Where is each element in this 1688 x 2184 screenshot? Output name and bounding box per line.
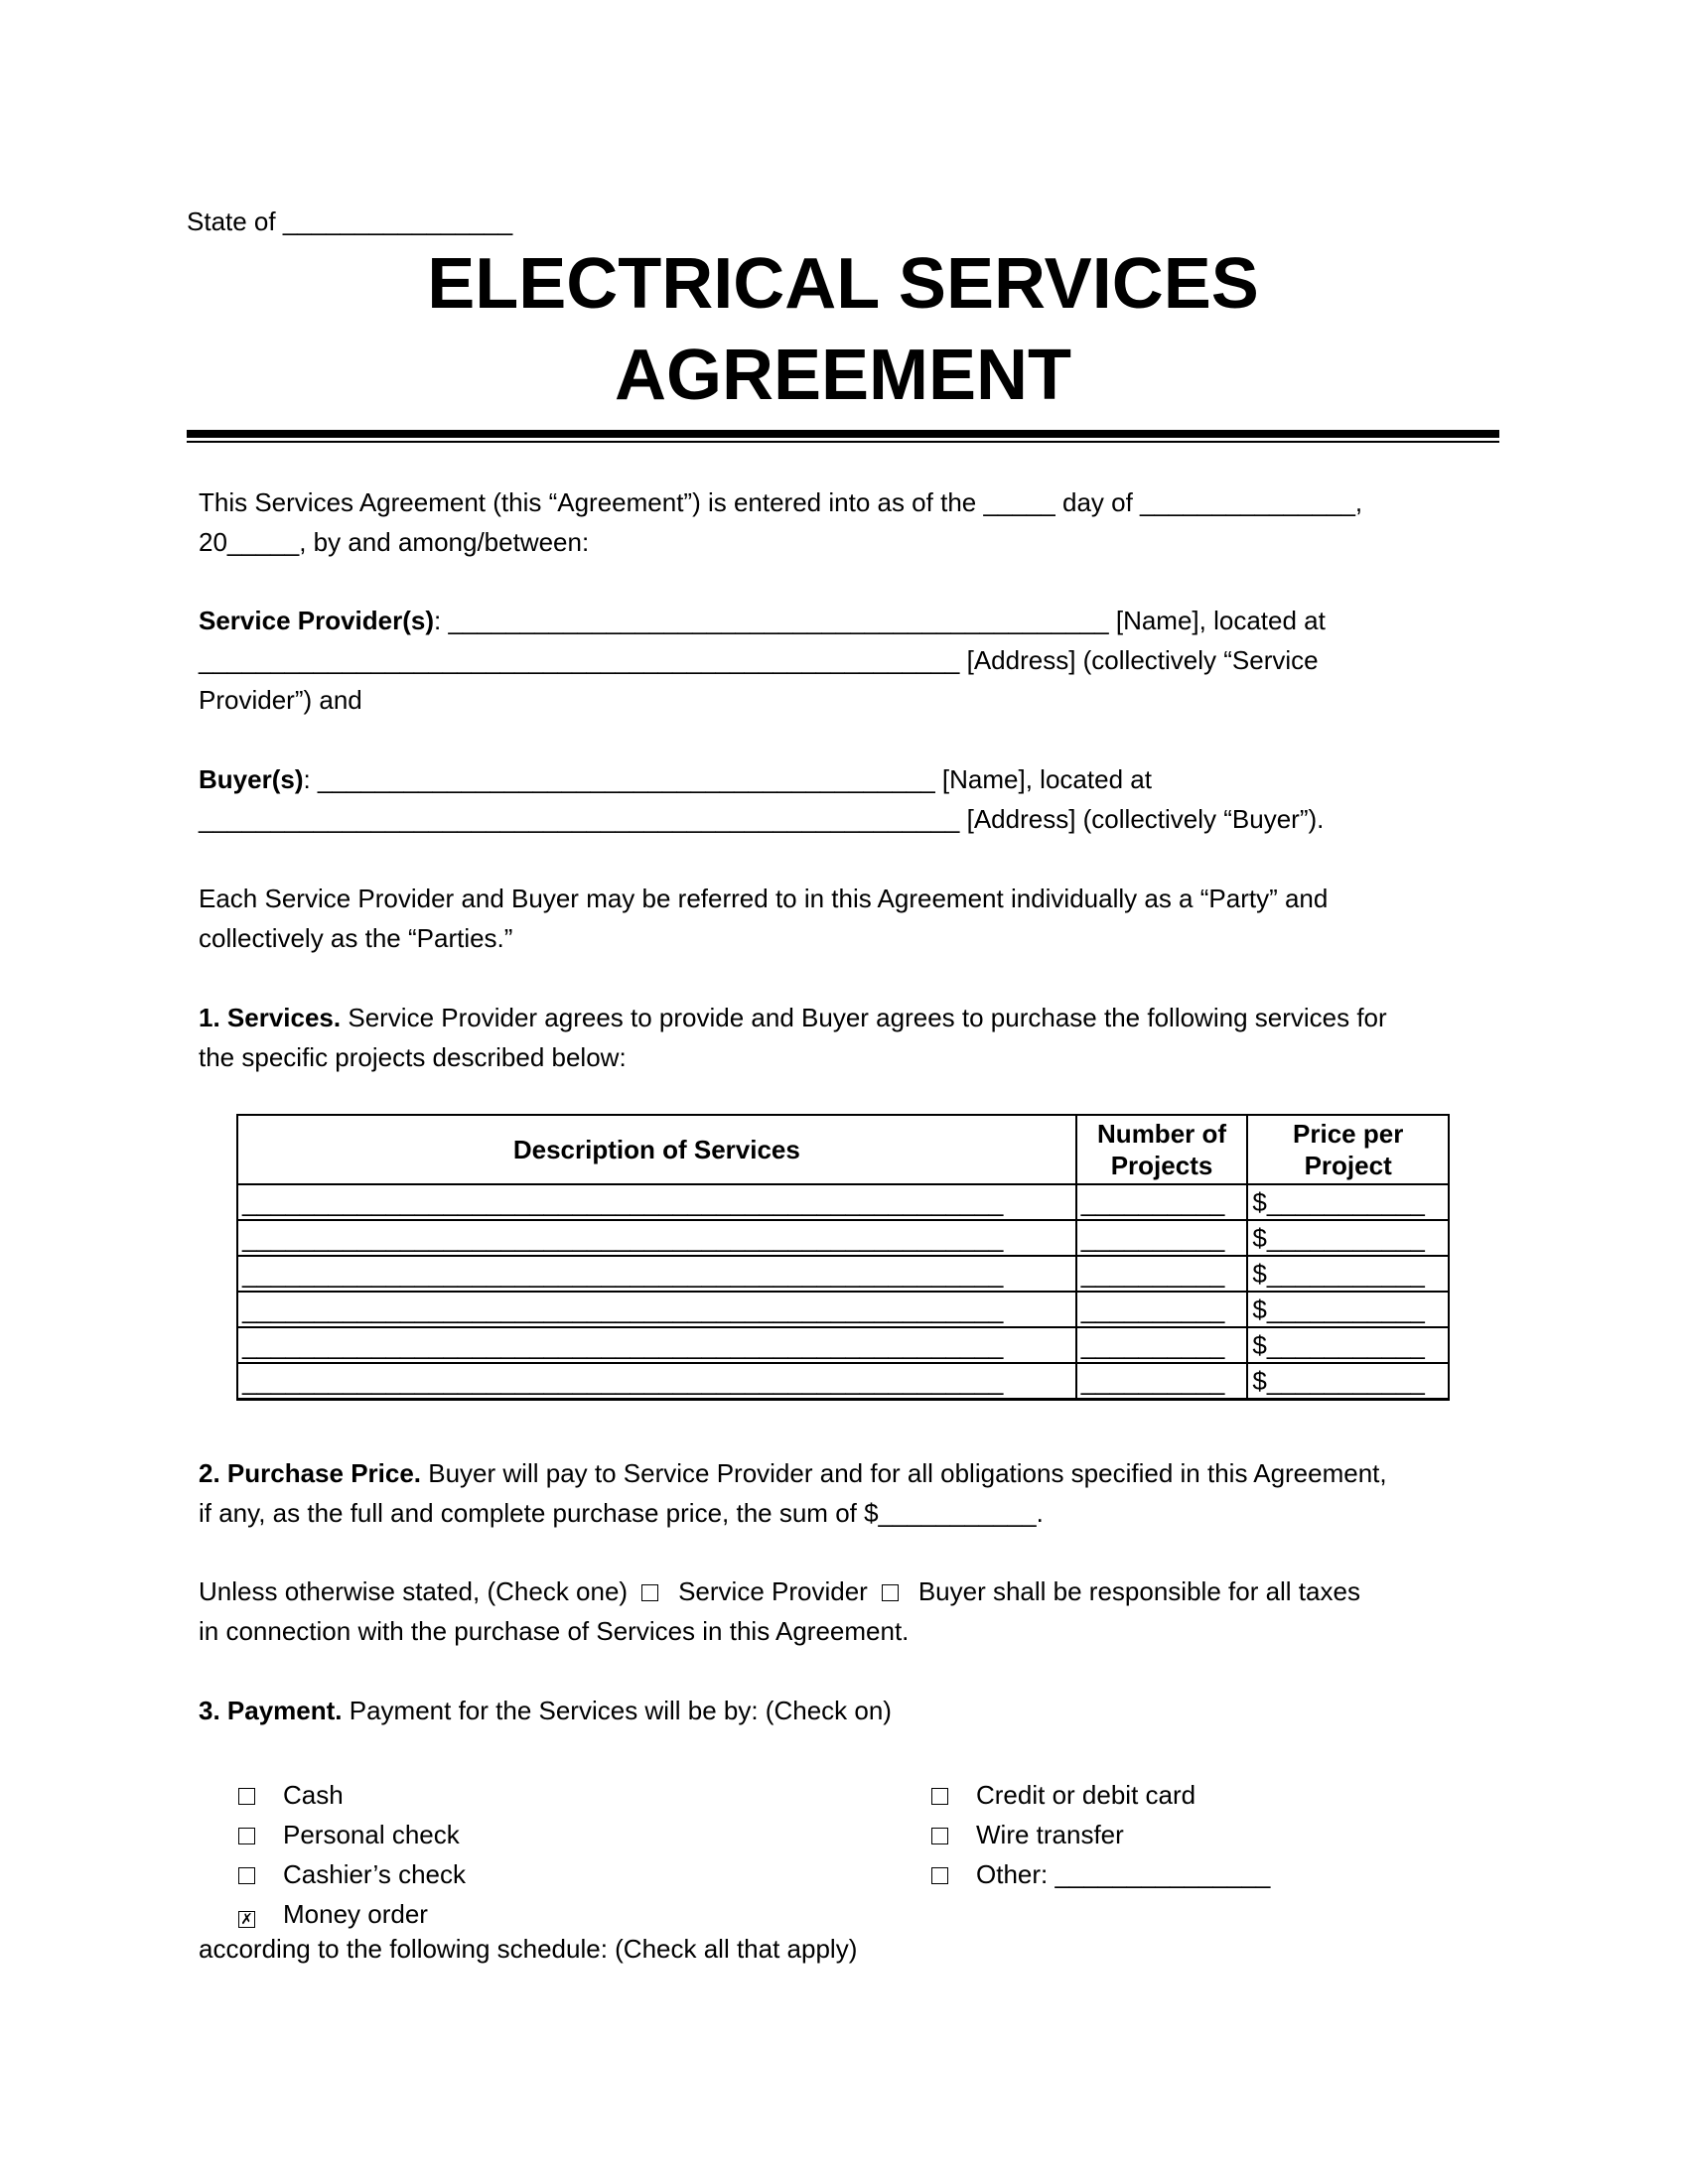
- table-row: [237, 1292, 1449, 1327]
- services-table: [236, 1114, 1450, 1401]
- price-field[interactable]: $___________: [1247, 1327, 1449, 1363]
- state-of-field: State of ________________: [187, 206, 513, 236]
- taxes-prefix: Unless otherwise stated, (Check one): [199, 1576, 629, 1606]
- title-line-1: ELECTRICAL SERVICES: [427, 244, 1259, 324]
- price-field[interactable]: $___________: [1247, 1363, 1449, 1400]
- services-table-header: [237, 1115, 1449, 1184]
- payment-option-money-order[interactable]: ✗ Money order: [238, 1894, 428, 1934]
- parties-paragraph: [199, 879, 1489, 958]
- parties-line-1: Each Service Provider and Buyer may be referred to in this Agreement individually as a “Party” and: [199, 884, 1329, 913]
- payment-option-cash[interactable]: Cash: [238, 1775, 344, 1815]
- table-row: [237, 1220, 1449, 1256]
- table-row: [237, 1327, 1449, 1363]
- price-field[interactable]: $___________: [1247, 1256, 1449, 1292]
- section-2-line-2: if any, as the full and complete purchase price, the sum of $___________.: [199, 1498, 1044, 1528]
- price-field[interactable]: $___________: [1247, 1220, 1449, 1256]
- buyer-name-field: : ___________________________________________ [Name], located at: [303, 764, 1152, 794]
- cash-checkbox[interactable]: [238, 1788, 255, 1805]
- intro-line-1: This Services Agreement (this “Agreement”) is entered into as of the _____ day of _______________,: [199, 487, 1363, 517]
- taxes-service-provider-checkbox[interactable]: [641, 1584, 658, 1601]
- money-order-checkbox[interactable]: ✗: [238, 1911, 255, 1928]
- section-2-line-1: Buyer will pay to Service Provider and for all obligations specified in this Agreement,: [421, 1458, 1387, 1488]
- number-field[interactable]: __________: [1076, 1220, 1248, 1256]
- payment-option-wire-transfer[interactable]: Wire transfer: [931, 1815, 1124, 1854]
- document-title: [187, 238, 1499, 421]
- schedule-line: according to the following schedule: (Check all that apply): [199, 1934, 858, 1964]
- other-checkbox[interactable]: [931, 1867, 948, 1884]
- section-3-payment: [199, 1691, 1489, 1730]
- credit-card-checkbox[interactable]: [931, 1788, 948, 1805]
- number-field[interactable]: __________: [1076, 1184, 1248, 1220]
- buyer-label: Buyer(s): [199, 764, 304, 794]
- description-field[interactable]: _____________________________________________________: [237, 1292, 1076, 1327]
- title-line-2: AGREEMENT: [614, 336, 1072, 415]
- table-row: [237, 1184, 1449, 1220]
- parties-line-2: collectively as the “Parties.”: [199, 923, 513, 953]
- payment-option-other[interactable]: Other: _______________: [931, 1854, 1270, 1894]
- service-provider-address-field: _____________________________________________________ [Address] (collectively “Service: [199, 645, 1319, 675]
- wire-transfer-checkbox[interactable]: [931, 1828, 948, 1844]
- section-1-services: [199, 998, 1489, 1077]
- service-provider-name-field: : ______________________________________________ [Name], located at: [434, 606, 1326, 635]
- description-field[interactable]: _____________________________________________________: [237, 1256, 1076, 1292]
- buyer-paragraph: [199, 759, 1489, 839]
- number-of-projects-header: Number of Projects: [1076, 1115, 1248, 1184]
- number-field[interactable]: __________: [1076, 1363, 1248, 1400]
- price-field[interactable]: $___________: [1247, 1184, 1449, 1220]
- section-1-line-2: the specific projects described below:: [199, 1042, 627, 1072]
- table-row: [237, 1363, 1449, 1400]
- description-field[interactable]: _____________________________________________________: [237, 1363, 1076, 1400]
- service-provider-line-3: Provider”) and: [199, 685, 362, 715]
- intro-line-2: 20_____, by and among/between:: [199, 527, 590, 557]
- price-field[interactable]: $___________: [1247, 1292, 1449, 1327]
- payment-option-personal-check[interactable]: Personal check: [238, 1815, 460, 1854]
- taxes-line-2: in connection with the purchase of Services in this Agreement.: [199, 1616, 910, 1646]
- section-3-line-1: Payment for the Services will be by: (Check on): [342, 1696, 892, 1725]
- title-divider-thin: [187, 441, 1499, 443]
- description-field[interactable]: _____________________________________________________: [237, 1184, 1076, 1220]
- section-1-line-1: Service Provider agrees to provide and Buyer agrees to purchase the following services for: [341, 1003, 1387, 1032]
- section-3-heading: 3. Payment.: [199, 1696, 343, 1725]
- personal-check-checkbox[interactable]: [238, 1828, 255, 1844]
- taxes-buyer-checkbox[interactable]: [882, 1584, 899, 1601]
- number-field[interactable]: __________: [1076, 1256, 1248, 1292]
- service-provider-label: Service Provider(s): [199, 606, 435, 635]
- title-divider-thick: [187, 430, 1499, 438]
- number-field[interactable]: __________: [1076, 1292, 1248, 1327]
- number-field[interactable]: __________: [1076, 1327, 1248, 1363]
- intro-paragraph: [199, 482, 1489, 562]
- cashiers-check-checkbox[interactable]: [238, 1867, 255, 1884]
- description-field[interactable]: _____________________________________________________: [237, 1327, 1076, 1363]
- section-2-purchase-price: [199, 1453, 1489, 1533]
- section-1-heading: 1. Services.: [199, 1003, 342, 1032]
- buyer-address-field: _____________________________________________________ [Address] (collectively “Buyer”).: [199, 804, 1325, 834]
- table-row: [237, 1256, 1449, 1292]
- payment-option-cashiers-check[interactable]: Cashier’s check: [238, 1854, 466, 1894]
- price-per-project-header: Price per Project: [1247, 1115, 1449, 1184]
- service-provider-paragraph: [199, 601, 1489, 720]
- description-field[interactable]: _____________________________________________________: [237, 1220, 1076, 1256]
- section-2-heading: 2. Purchase Price.: [199, 1458, 422, 1488]
- description-header: Description of Services: [237, 1115, 1076, 1184]
- taxes-service-provider-label: Service Provider: [678, 1576, 868, 1606]
- payment-option-credit-card[interactable]: Credit or debit card: [931, 1775, 1196, 1815]
- taxes-paragraph: [199, 1571, 1489, 1651]
- taxes-buyer-label: Buyer shall be responsible for all taxes: [917, 1576, 1360, 1606]
